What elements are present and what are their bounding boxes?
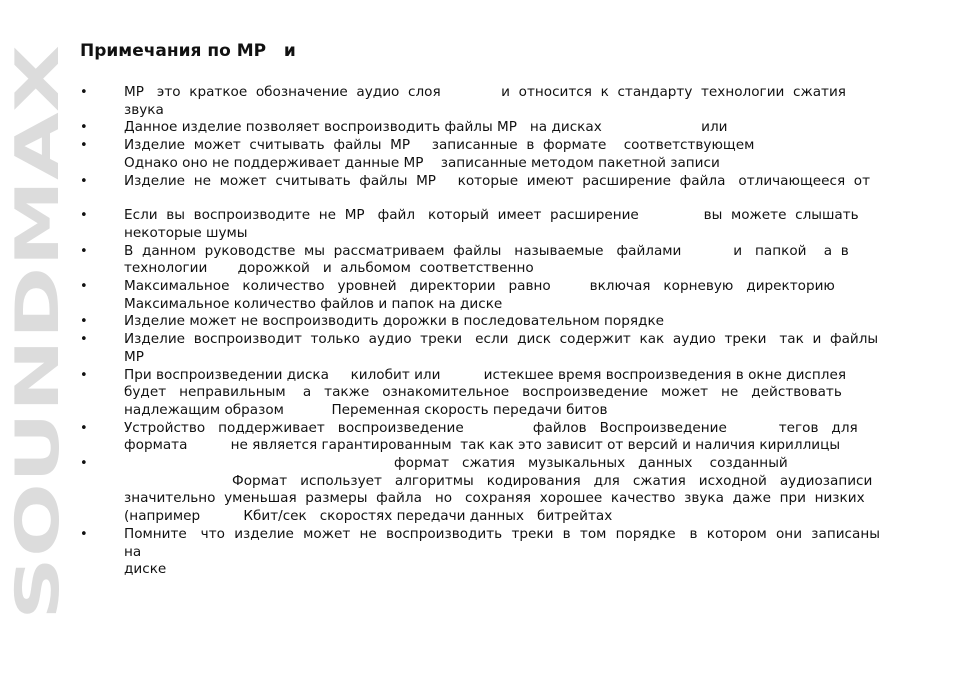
soundmax-logo	[3, 42, 73, 620]
bullet-icon: •	[80, 173, 88, 189]
document-page	[80, 40, 889, 579]
soundmax-logo-text: SOUNDMAX	[3, 224, 73, 620]
bullet-icon: •	[80, 138, 88, 154]
note-line: Изделие может не воспроизводить дорожки в последовательном порядке	[124, 313, 665, 330]
note-line: диске	[124, 561, 167, 578]
note-line: Формат использует алгоритмы кодирования для сжатия исходной аудиозаписи	[124, 472, 873, 489]
note-line: будет неправильным а также ознакомительное воспроизведение может не действовать	[124, 384, 842, 401]
note-line: В данном руководстве мы рассматриваем файлы называемые файлами и папкой а в	[124, 242, 849, 259]
note-line: Изделие может считывать файлы MP записанные в формате соответствующем	[124, 137, 755, 154]
note-line: При воспроизведении диска килобит или истекшее время воспроизведения в окне дисплея	[124, 366, 847, 383]
note-line: MP это краткое обозначение аудио слоя и относится к стандарту технологии сжатия	[124, 84, 846, 100]
note-line: Однако оно не поддерживает данные MP записанные методом пакетной записи	[124, 154, 720, 171]
list-item	[80, 331, 880, 366]
note-line: Устройство поддерживает воспроизведение файлов Воспроизведение тегов для	[124, 419, 858, 436]
bullet-icon: •	[80, 279, 88, 295]
bullet-icon: •	[80, 243, 88, 259]
list-item	[80, 313, 880, 331]
note-line: Данное изделие позволяет воспроизводить файлы MP на дисках или	[124, 119, 728, 136]
bullet-icon: •	[80, 367, 88, 383]
note-line: Помните что изделие может не воспроизводить треки в том порядке в котором они записаны на	[124, 525, 889, 560]
note-line: значительно уменьшая размеры файла но сохраняя хорошее качество звука даже при низких	[124, 490, 865, 507]
list-item	[80, 137, 880, 172]
note-line: надлежащим образом Переменная скорость передачи битов	[124, 401, 608, 418]
bullet-icon: •	[80, 85, 88, 100]
note-line: MP	[124, 348, 144, 365]
list-item	[80, 173, 880, 191]
bullet-icon: •	[80, 332, 88, 348]
note-line: технологии дорожкой и альбомом соответственно	[124, 260, 534, 277]
list-item	[80, 243, 880, 278]
note-line: (например Кбит/сек скоростях передачи данных битрейтах	[124, 508, 613, 525]
note-line: формат сжатия музыкальных данных созданный	[394, 455, 788, 472]
note-line: звука	[124, 101, 164, 118]
list-item	[80, 278, 880, 313]
note-line: некоторые шумы	[124, 224, 248, 241]
note-line: Максимальное количество файлов и папок на диске	[124, 295, 503, 312]
list-item	[80, 525, 889, 579]
notes-list	[80, 84, 889, 579]
note-line: Максимальное количество уровней директории равно включая корневую директорию	[124, 278, 835, 295]
list-item	[80, 207, 880, 242]
list-item	[80, 367, 880, 420]
bullet-icon: •	[80, 420, 88, 436]
bullet-icon: •	[80, 314, 88, 330]
list-item	[80, 84, 880, 119]
bullet-icon: •	[80, 456, 88, 472]
bullet-icon: •	[80, 208, 88, 224]
note-line: Если вы воспроизводите не MP файл который имеет расширение вы можете слышать	[124, 207, 859, 224]
note-line: формата не является гарантированным так как это зависит от версий и наличия кириллицы	[124, 437, 841, 454]
bullet-icon: •	[80, 120, 88, 136]
note-line: Изделие не может считывать файлы MP которые имеют расширение файла отличающееся от	[124, 172, 871, 189]
list-item	[80, 455, 880, 526]
note-line: Изделие воспроизводит только аудио треки если диск содержит как аудио треки так и файлы	[124, 331, 879, 348]
list-item	[80, 420, 880, 455]
bullet-icon: •	[80, 526, 88, 542]
list-item	[80, 119, 880, 137]
page-title: Примечания по MP и	[80, 41, 296, 61]
